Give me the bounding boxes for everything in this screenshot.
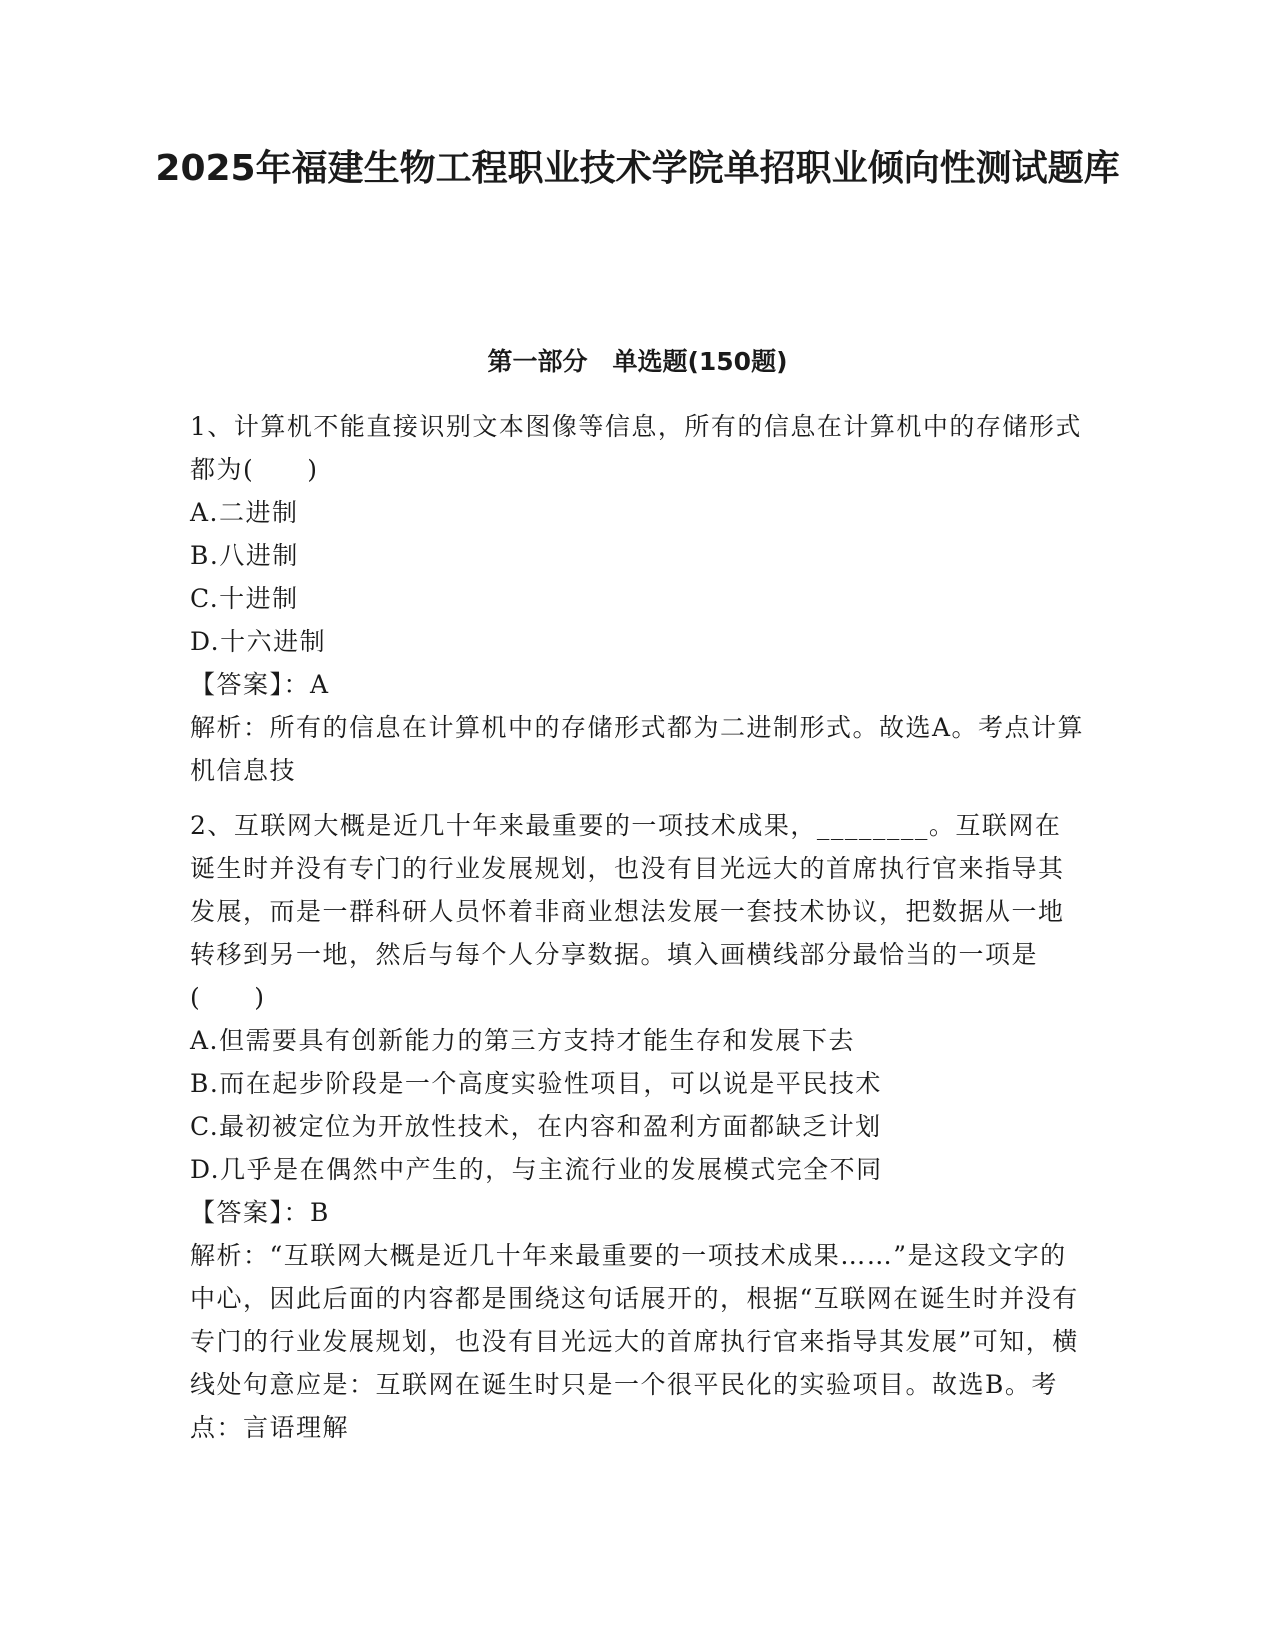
- question-2: [190, 804, 1085, 1449]
- question-1: [190, 405, 1085, 792]
- question-stem: 2、互联网大概是近几十年来最重要的一项技术成果，________。互联网在诞生时并没有专门的行业发展规划，也没有目光远大的首席执行官来指导其发展，而是一群科研人员怀着非商业想法发展一套技术协议，把数据从一地转移到另一地，然后与每个人分享数据。填入画横线部分最恰当的一项是( ): [190, 811, 1065, 1012]
- analysis: 解析：“互联网大概是近几十年来最重要的一项技术成果……”是这段文字的中心，因此后面的内容都是围绕这句话展开的，根据“互联网在诞生时并没有专门的行业发展规划，也没有目光远大的首席执行官来指导其发展”可知，横线处句意应是：互联网在诞生时只是一个很平民化的实验项目。故选B。考点：言语理解: [190, 1241, 1079, 1442]
- analysis: 解析：所有的信息在计算机中的存储形式都为二进制形式。故选A。考点计算机信息技: [190, 713, 1085, 785]
- section-title: 第一部分 单选题(150题): [487, 347, 788, 376]
- question-spacer: [190, 792, 1085, 804]
- option-d: D.十六进制: [190, 627, 327, 656]
- question-stem: 1、计算机不能直接识别文本图像等信息，所有的信息在计算机中的存储形式都为( ): [190, 412, 1082, 484]
- option-d: D.几乎是在偶然中产生的，与主流行业的发展模式完全不同: [190, 1155, 883, 1184]
- question-list: [190, 405, 1085, 1449]
- answer: 【答案】：A: [190, 670, 330, 699]
- option-c: C.最初被定位为开放性技术，在内容和盈利方面都缺乏计划: [190, 1112, 882, 1141]
- option-a: A.但需要具有创新能力的第三方支持才能生存和发展下去: [190, 1026, 856, 1055]
- option-b: B.而在起步阶段是一个高度实验性项目，可以说是平民技术: [190, 1069, 882, 1098]
- document-title: 2025年福建生物工程职业技术学院单招职业倾向性测试题库: [155, 148, 1120, 189]
- option-c: C.十进制: [190, 584, 299, 613]
- option-b: B.八进制: [190, 541, 299, 570]
- answer: 【答案】：B: [190, 1198, 330, 1227]
- option-a: A.二进制: [190, 498, 299, 527]
